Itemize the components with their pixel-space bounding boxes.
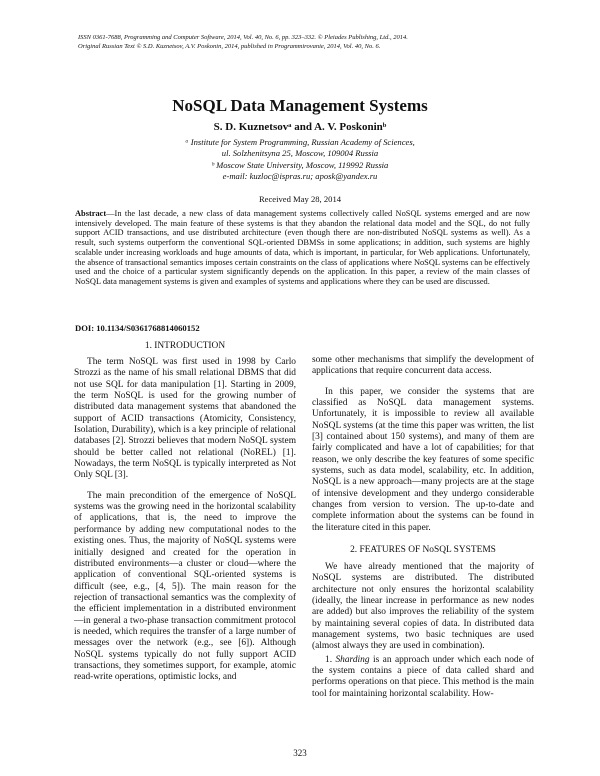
received-date: Received May 28, 2014 [258, 194, 342, 204]
page-number: 323 [293, 748, 307, 758]
paragraph: We have already mentioned that the majority of NoSQL systems are distributed. The distributed architecture not only ensures the horizontal scalability (ideally, the linear increase in performance as new nodes are added) but also improves the reliability of the system by maintaining several copies of data. In distributed data management systems, two basic techniques are used (almost always they are used in combination). [312, 562, 534, 652]
paper-authors: S. D. Kuznetsovᵃ and A. V. Poskoninᵇ [213, 121, 387, 133]
doi: DOI: 10.1134/S0361768814060152 [75, 323, 200, 333]
affiliation-line: ᵇ Moscow State University, Moscow, 119992 Russia [211, 159, 389, 170]
term-sharding: Sharding [335, 654, 370, 665]
affiliation-line: ᵃ Institute for System Programming, Russian Academy of Sciences, [185, 137, 415, 147]
header-line-1: ISSN 0361-7688, Programming and Computer Software, 2014, Vol. 40, No. 6, pp. 323–332. © Pleiades Publishing, Ltd., 2014. [78, 34, 408, 41]
journal-header [78, 33, 538, 51]
paragraph-text: is an approach under which each node of the system contains a piece of data called shard and performs operations on that piece. This method is the main tool for maintaining horizontal scalability. How- [312, 654, 535, 699]
paragraph: The main precondition of the emergence of NoSQL systems was the growing need in the horizontal scalability of applications, that is, the need to improve the performance by adding new computational nodes to the existing ones. Thus, the majority of NoSQL systems were initially designed and created for the operation in distributed environments—a cluster or cloud—where the application of conventional SQL-oriented systems is difficult (see, e.g., [4, 5]). The main reason for the rejection of transactional semantics was the complexity of the efficient implementation in a distributed environment—in general a two-phase transaction commitment protocol is needed, which requires the transfer of a large number of messages over the network (e.g., see [6]). Although NoSQL systems typically do not fully support ACID transactions, they sometimes support, for example, atomic read-write operations, optimistic locks, and [74, 490, 296, 683]
right-column-top [312, 355, 534, 534]
abstract-label: Abstract [75, 209, 107, 218]
paragraph: some other mechanisms that simplify the development of applications that require concurrent data access. [312, 355, 534, 377]
paper-title: NoSQL Data Management Systems [172, 96, 428, 115]
abstract-text: —In the last decade, a new class of data management systems collectively called NoSQL systems emerged and are now intensively developed. The main feature of these systems is that they abandon the relational data model and the SQL, do not fully support ACID transactions, and use distributed architecture (even though there are non-distributed NoSQL systems as well). As a result, such systems outperform the conventional SQL-oriented DBMSs in some applications; in addition, such systems are highly scalable under increasing workloads and huge amounts of data, which is important, in particular, for Web applications. Unfortunately, the absence of transactional semantics imposes certain constraints on the class of applications where NoSQL systems can be effectively used and the choice of a particular system significantly depends on the application. In this paper, a review of the main classes of NoSQL data management systems is given and examples of systems and applications where they can be used are discussed. [75, 209, 530, 286]
affiliation-line: ul. Solzhenitsyna 25, Moscow, 109004 Russia [221, 148, 379, 159]
right-column-bottom [312, 562, 534, 700]
paragraph: In this paper, we consider the systems that are classified as NoSQL data management systems. Unfortunately, it is impossible to review all available NoSQL systems (at the time this paper was written, the list [3] contained about 150 systems), and many of them are fairly complicated and have a lot of capabilities; for that reason, we only describe the key features of some specific systems, such as data model, scalability, etc. In addition, NoSQL is a new approach—many projects are at the stage of intensive development and they undergo considerable changes from version to version. The up-to-date and complete information about the systems can be found in the literature cited in this paper. [312, 386, 534, 533]
paragraph: The term NoSQL was first used in 1998 by Carlo Strozzi as the name of his small relational DBMS that did not use SQL for data manipulation [1]. Starting in 2009, the term NoSQL is used for the growing number of distributed data management systems that abandoned the support of ACID transactions (Atomicity, Consistency, Isolation, Durability), which is a key principle of relational databases [2]. Strozzi believes that modern NoSQL system should be better called not relational (NoREL) [1]. Nowadays, the term NoSQL is typically interpreted as Not Only SQL [3]. [74, 357, 296, 481]
header-line-2: Original Russian Text © S.D. Kuznetsov, A.V. Poskonin, 2014, published in Programmirovanie, 2014, Vol. 40, No. 6. [78, 43, 381, 50]
abstract [75, 209, 530, 287]
affiliation-email: e-mail: kuzloc@ispras.ru; aposk@yandex.ru [222, 170, 378, 181]
list-number: 1. [325, 654, 336, 665]
section-heading-features: 2. FEATURES OF NoSQL SYSTEMS [350, 545, 496, 555]
affiliations [0, 137, 600, 182]
left-column [74, 357, 296, 684]
paragraph [312, 655, 534, 700]
section-heading-introduction: 1. INTRODUCTION [144, 341, 226, 351]
